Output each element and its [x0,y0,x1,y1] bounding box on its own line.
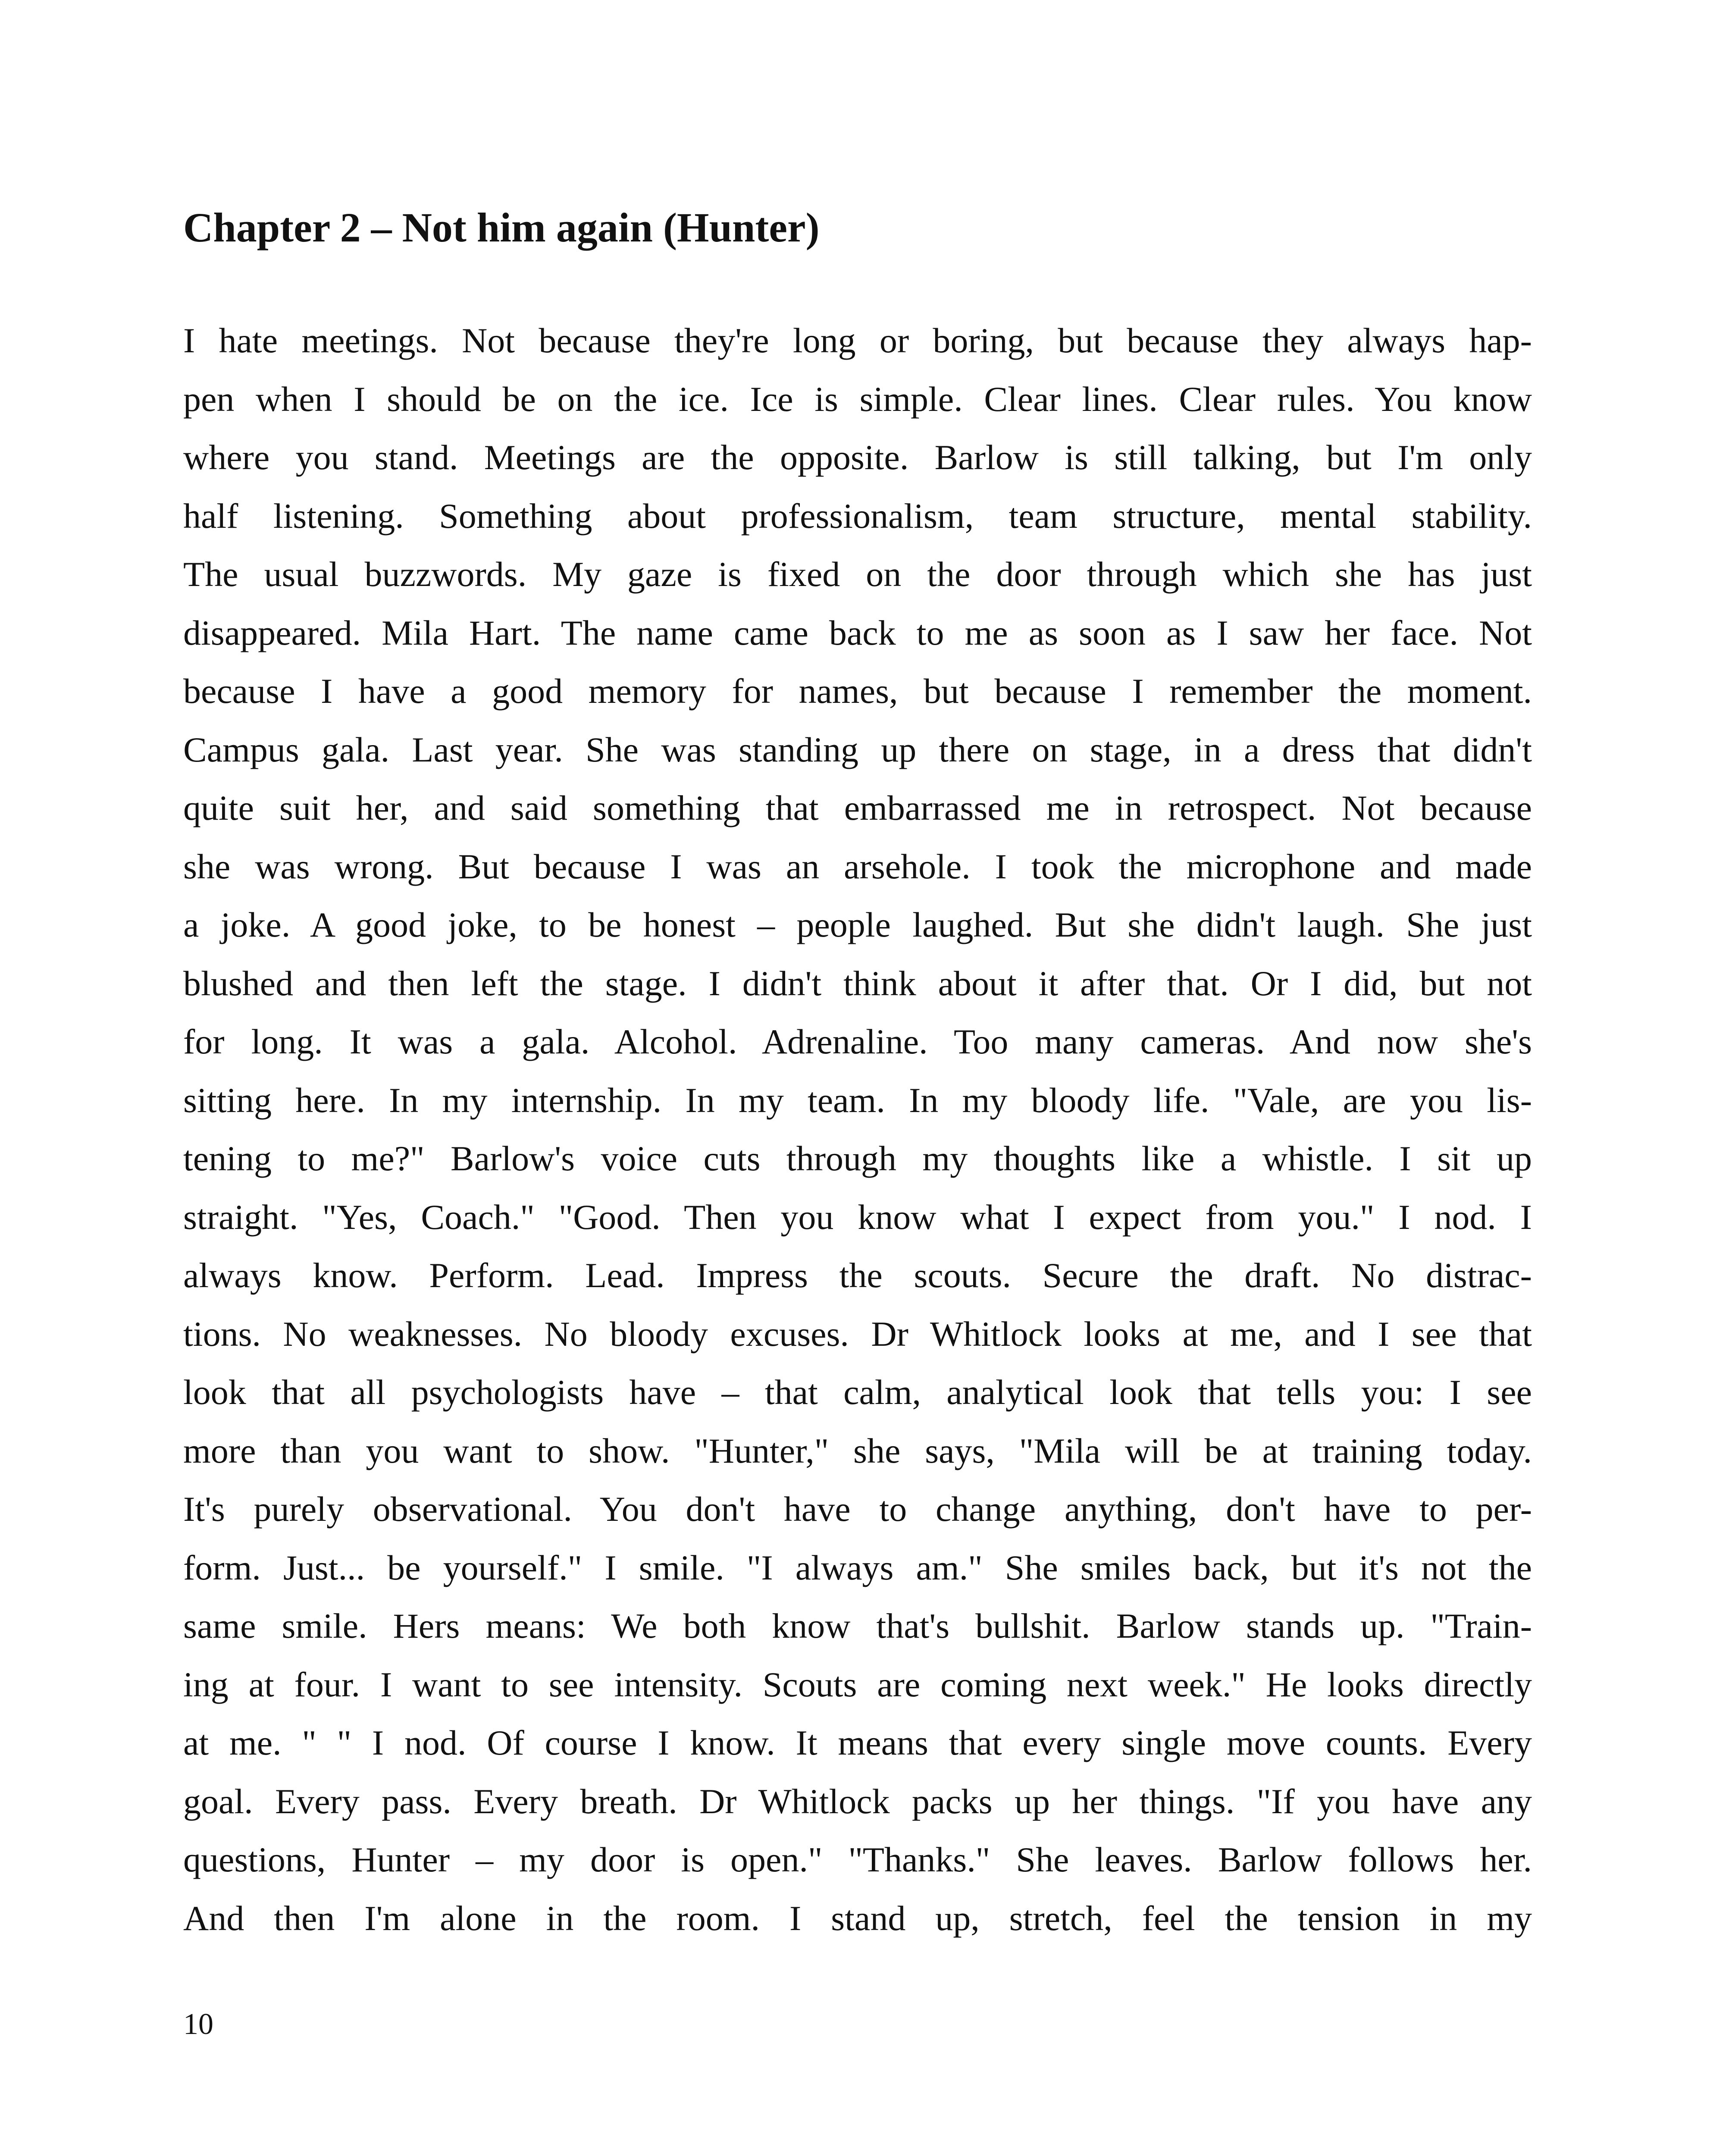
page-number: 10 [183,2008,213,2041]
body-line: same smile. Hers means: We both know that's bullshit. Barlow stands up. "Train- [183,1606,1532,1645]
body-line: because I have a good memory for names, but because I remember the moment. [183,671,1532,711]
chapter-title: Chapter 2 – Not him again (Hunter) [183,204,820,251]
body-line: questions, Hunter – my door is open." "Thanks." She leaves. Barlow follows her. [183,1840,1532,1879]
body-line: blushed and then left the stage. I didn't think about it after that. Or I did, but not [183,963,1532,1003]
body-line: ing at four. I want to see intensity. Scouts are coming next week." He looks directly [183,1664,1532,1704]
body-line: goal. Every pass. Every breath. Dr Whitlock packs up her things. "If you have any [183,1781,1532,1821]
body-line: a joke. A good joke, to be honest – people laughed. But she didn't laugh. She just [183,905,1532,944]
body-line: form. Just... be yourself." I smile. "I always am." She smiles back, but it's not the [183,1548,1532,1587]
body-line: It's purely observational. You don't have to change anything, don't have to per- [183,1489,1532,1529]
body-line: tions. No weaknesses. No bloody excuses. Dr Whitlock looks at me, and I see that [183,1314,1532,1354]
body-line: The usual buzzwords. My gaze is fixed on the door through which she has just [183,555,1532,594]
body-line: at me. " " I nod. Of course I know. It means that every single move counts. Every [183,1723,1532,1762]
body-text [183,311,1532,1947]
body-line: for long. It was a gala. Alcohol. Adrenaline. Too many cameras. And now she's [183,1022,1532,1061]
body-line: I hate meetings. Not because they're long or boring, but because they always hap- [183,321,1532,360]
body-line: straight. "Yes, Coach." "Good. Then you know what I expect from you." I nod. I [183,1197,1532,1237]
body-line: And then I'm alone in the room. I stand up, stretch, feel the tension in my [183,1898,1532,1938]
body-line: Campus gala. Last year. She was standing up there on stage, in a dress that didn't [183,730,1532,769]
body-line: always know. Perform. Lead. Impress the scouts. Secure the draft. No distrac- [183,1256,1532,1295]
body-line: pen when I should be on the ice. Ice is simple. Clear lines. Clear rules. You know [183,379,1532,419]
body-line: more than you want to show. "Hunter," she says, "Mila will be at training today. [183,1431,1532,1470]
body-line: half listening. Something about professionalism, team structure, mental stability. [183,496,1532,536]
body-line: look that all psychologists have – that calm, analytical look that tells you: I see [183,1373,1532,1412]
body-line: quite suit her, and said something that embarrassed me in retrospect. Not because [183,788,1532,827]
body-line: tening to me?" Barlow's voice cuts through my thoughts like a whistle. I sit up [183,1139,1532,1178]
body-line: she was wrong. But because I was an arsehole. I took the microphone and made [183,846,1532,886]
body-line: where you stand. Meetings are the opposite. Barlow is still talking, but I'm only [183,438,1532,477]
body-line: sitting here. In my internship. In my team. In my bloody life. "Vale, are you lis- [183,1080,1532,1120]
body-line: disappeared. Mila Hart. The name came back to me as soon as I saw her face. Not [183,613,1532,652]
